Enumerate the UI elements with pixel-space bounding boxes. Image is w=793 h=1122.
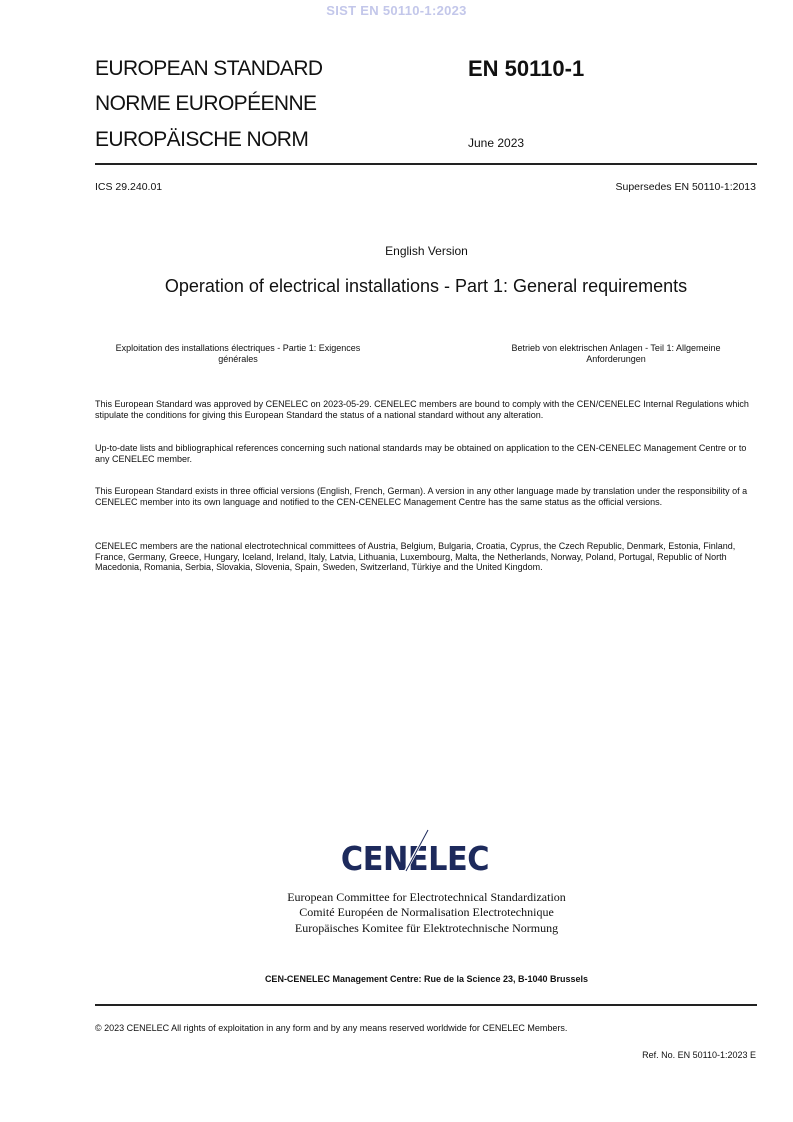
standard-number: EN 50110-1 <box>468 56 585 81</box>
references-paragraph: Up-to-date lists and bibliographical references concerning such national standards may be obtained on application to the CEN-CENELEC Management Centre or to any CENELEC member. <box>95 443 747 464</box>
document-title: Operation of electrical installations - Part 1: General requirements <box>164 276 688 296</box>
approval-paragraph: This European Standard was approved by CENELEC on 2023-05-29. CENELEC members are bound to comply with the CEN/CENELEC Internal Regulations which stipulate the conditions for giving this European Standard the status of a national standard without any alteration. <box>95 399 749 420</box>
copyright-notice: © 2023 CENELEC All rights of exploitation in any form and by any means reserved worldwide for CENELEC Members. <box>95 1023 568 1033</box>
french-title: Exploitation des installations électriques - Partie 1: Exigences générales <box>115 343 361 364</box>
versions-paragraph: This European Standard exists in three official versions (English, French, German). A version in any other language made by translation under the responsibility of a CENELEC member into its own language and notified to the CEN-CENELEC Management Centre has the same status as the official versions. <box>95 486 748 507</box>
standard-title-de: EUROPÄISCHE NORM <box>95 128 309 151</box>
committee-name-de: Europäisches Komitee für Elektrotechnische Normung <box>294 921 559 935</box>
version-label: English Version <box>385 244 468 258</box>
reference-number: Ref. No. EN 50110-1:2023 E <box>642 1050 756 1060</box>
members-paragraph: CENELEC members are the national electrotechnical committees of Austria, Belgium, Bulgaria, Croatia, Cyprus, the Czech Republic, Denmark, Estonia, Finland, France, Germany, Greece, Hungary, Iceland, Ireland, Italy, Latvia, Lithuania, Luxembourg, Malta, the Netherlands, Norway, Poland, Portugal, Republic of North Macedonia, Romania, Serbia, Slovakia, Slovenia, Spain, Sweden, Switzerland, Türkiye and the United Kingdom. <box>95 541 736 572</box>
committee-name-en: European Committee for Electrotechnical Standardization <box>287 890 566 904</box>
cenelec-logo <box>300 828 530 878</box>
footer-divider <box>95 1004 757 1006</box>
supersedes: Supersedes EN 50110-1:2013 <box>615 181 756 193</box>
german-title: Betrieb von elektrischen Anlagen - Teil 1: Allgemeine Anforderungen <box>511 343 721 364</box>
standard-title-fr: NORME EUROPÉENNE <box>95 92 317 115</box>
management-centre-address: CEN-CENELEC Management Centre: Rue de la Science 23, B-1040 Brussels <box>264 974 589 984</box>
standard-title-en: EUROPEAN STANDARD <box>95 57 323 80</box>
cenelec-logo-text: CENELEC <box>340 840 490 878</box>
ics-code: ICS 29.240.01 <box>95 181 163 193</box>
header-divider <box>95 163 757 165</box>
committee-name-fr: Comité Européen de Normalisation Electrotechnique <box>299 905 554 919</box>
watermark: SIST EN 50110-1:2023 <box>326 3 467 18</box>
publication-date: June 2023 <box>468 136 525 150</box>
